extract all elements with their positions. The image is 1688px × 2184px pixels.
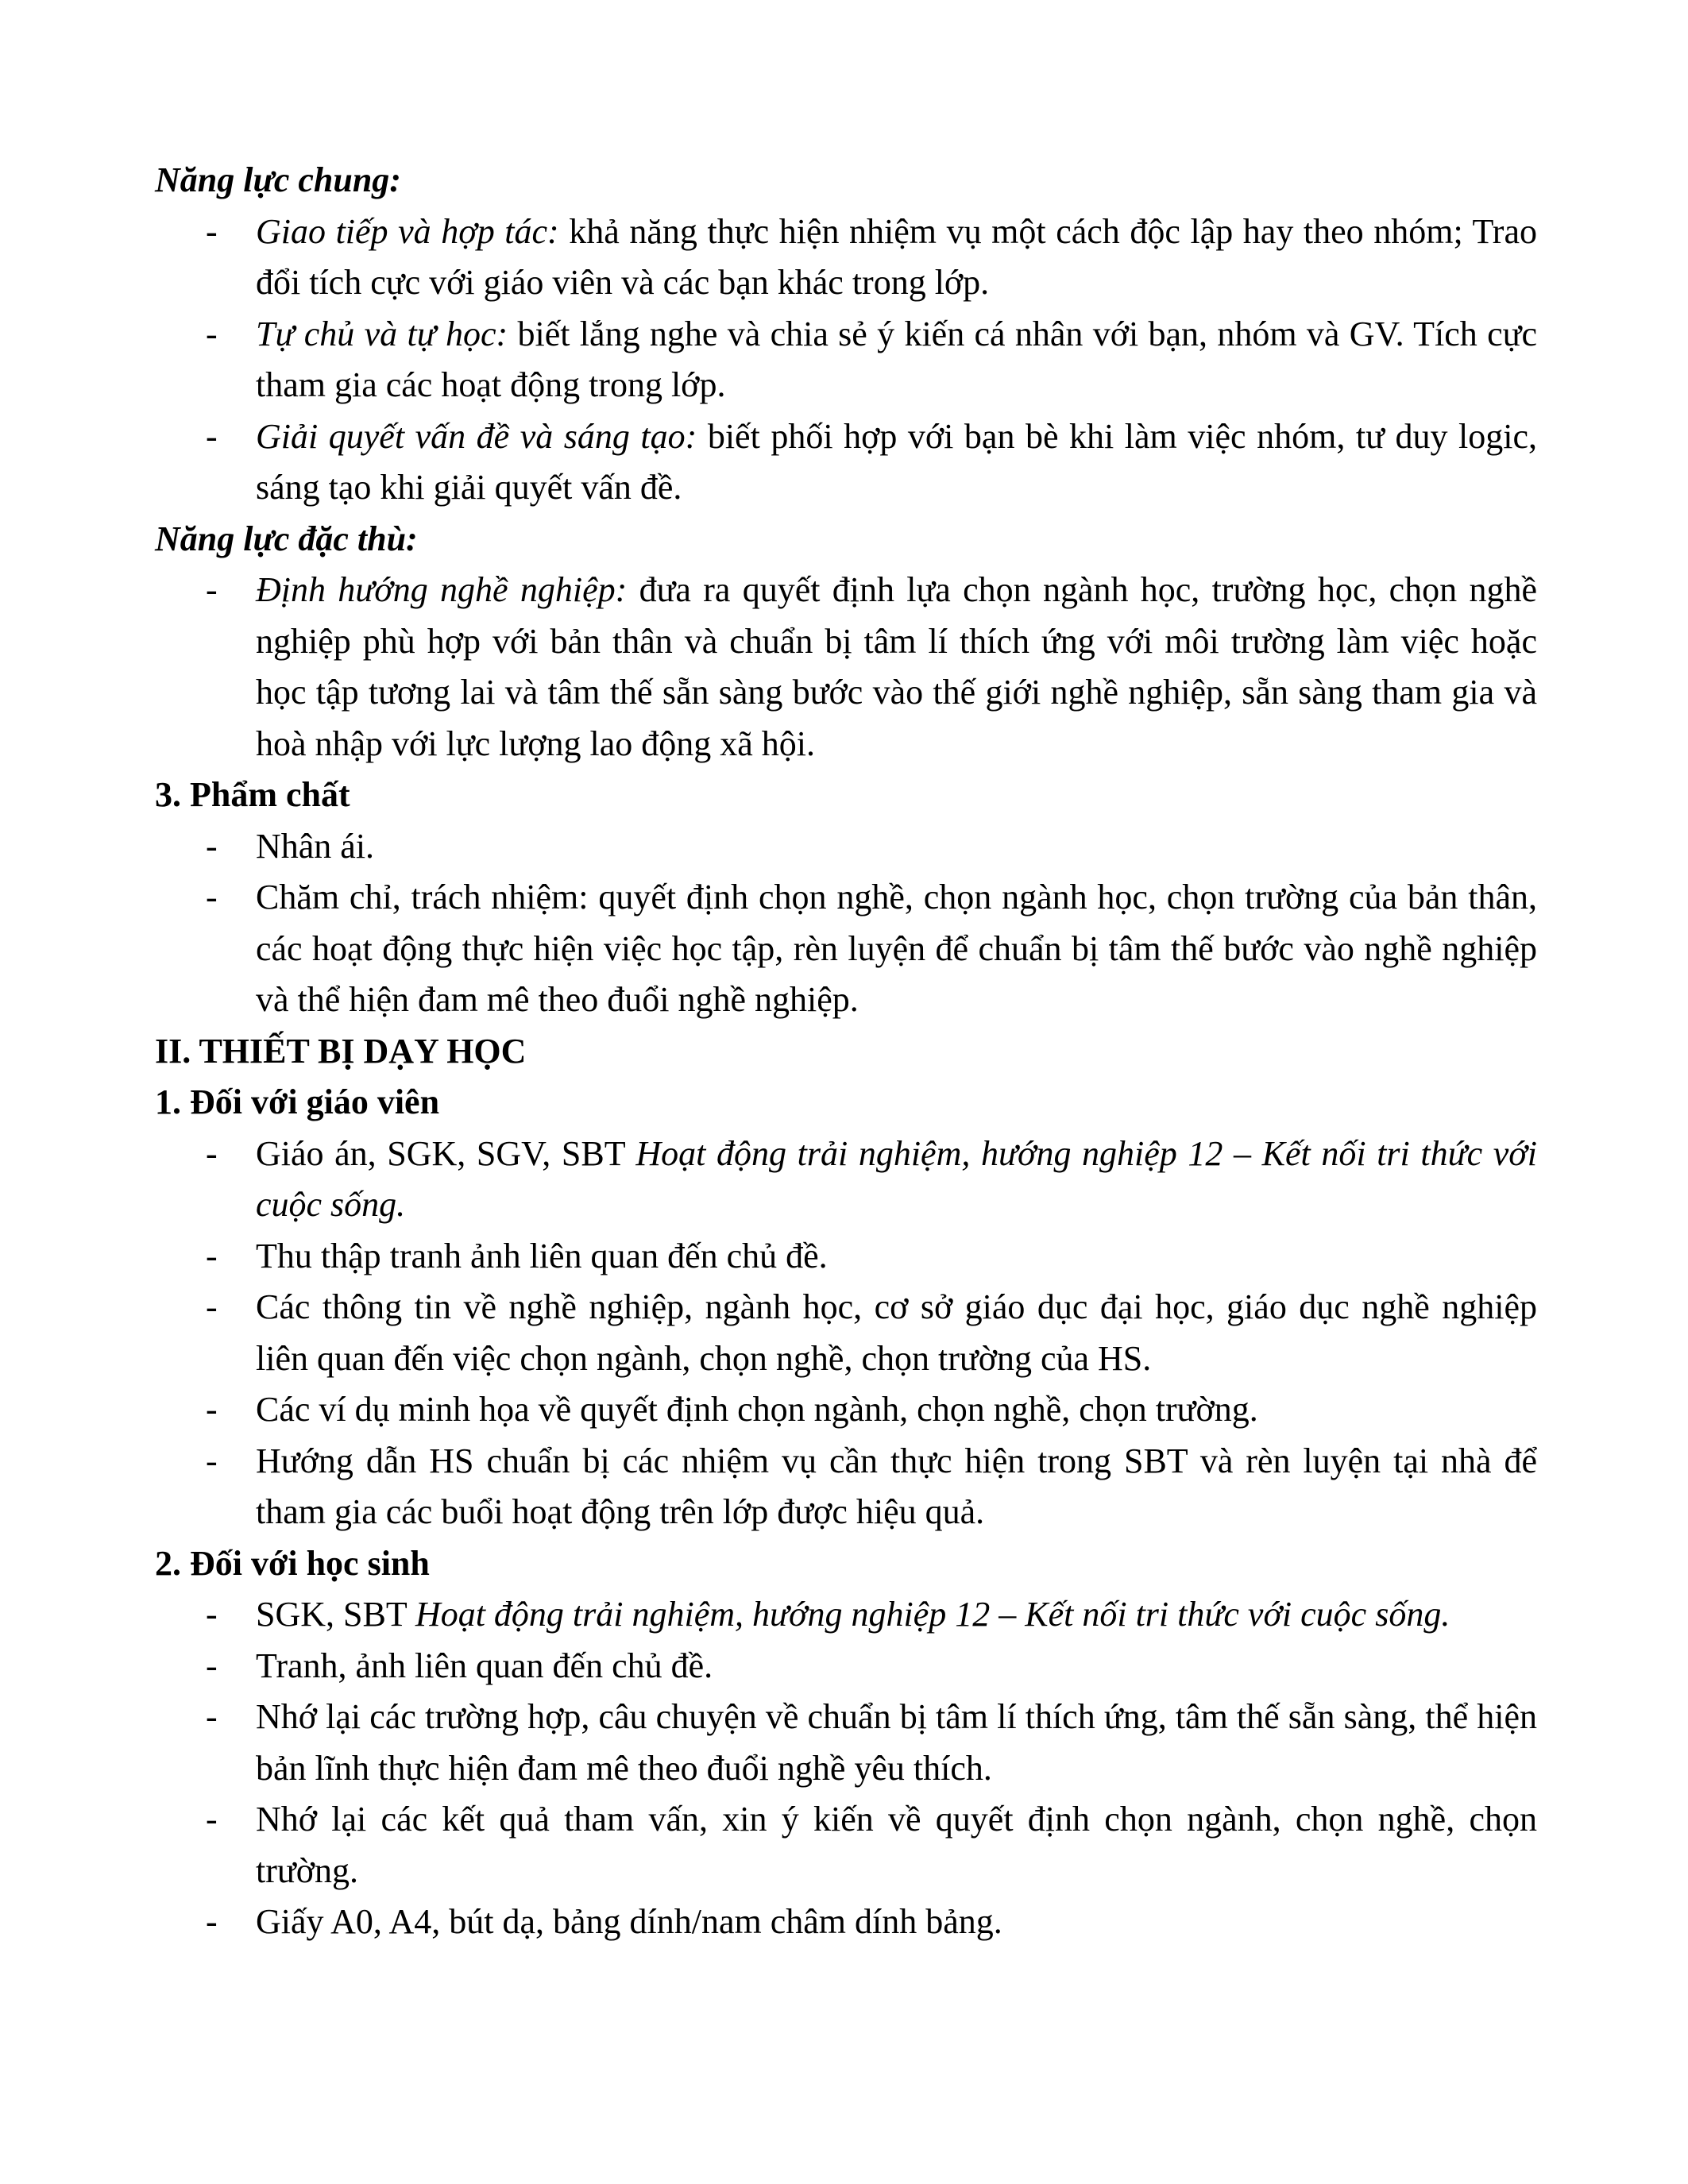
- item-text: Giáo án, SGK, SGV, SBT: [256, 1133, 636, 1173]
- list-item: [155, 1641, 1537, 1692]
- bullet-dash: -: [206, 211, 218, 251]
- list-item: [155, 1897, 1537, 1948]
- list-item: [155, 206, 1537, 309]
- list-item: [155, 565, 1537, 770]
- item-text: Tranh, ảnh liên quan đến chủ đề.: [256, 1646, 713, 1685]
- item-text: Thu thập tranh ảnh liên quan đến chủ đề.: [256, 1236, 828, 1275]
- item-text: Các ví dụ minh họa về quyết định chọn ngành, chọn nghề, chọn trường.: [256, 1390, 1258, 1429]
- bullet-dash: -: [206, 1595, 218, 1634]
- bullet-dash: -: [206, 314, 218, 353]
- list-item: [155, 411, 1537, 514]
- item-label: Giao tiếp và hợp tác:: [256, 211, 559, 251]
- list-item: [155, 1436, 1537, 1538]
- item-text: biết lắng nghe và chia sẻ ý kiến cá nhân với bạn, nhóm và GV. Tích cực tham gia các hoạt động trong lớp.: [256, 314, 1538, 404]
- bullet-dash: -: [206, 1697, 218, 1736]
- item-text: Giấy A0, A4, bút dạ, bảng dính/nam châm dính bảng.: [256, 1902, 1002, 1941]
- list-item: [155, 1692, 1537, 1794]
- bullet-dash: -: [206, 1236, 218, 1275]
- qualities-heading: 3. Phẩm chất: [155, 775, 350, 814]
- item-text: đưa ra quyết định lựa chọn ngành học, trường học, chọn nghề nghiệp phù hợp với bản thân và chuẩn bị tâm lí thích ứng với môi trường làm việc hoặc học tập tương lai và tâm thế sẵn sàng bước vào thế giới nghề nghiệp, sẵn sàng tham gia và hoà nhập với lực lượng lao động xã hội.: [256, 570, 1538, 763]
- bullet-dash: -: [206, 1133, 218, 1173]
- list-item: [155, 1589, 1537, 1641]
- list-item: [155, 309, 1537, 411]
- item-text: SGK, SBT: [256, 1595, 415, 1634]
- general-competence-list: [155, 206, 1537, 514]
- student-list: [155, 1589, 1537, 1948]
- book-title: Hoạt động trải nghiệm, hướng nghiệp 12 – Kết nối tri thức với cuộc sống.: [256, 1133, 1537, 1224]
- item-text: khả năng thực hiện nhiệm vụ một cách độc lập hay theo nhóm; Trao đổi tích cực với giáo viên và các bạn khác trong lớp.: [256, 211, 1537, 302]
- item-text: Các thông tin về nghề nghiệp, ngành học, cơ sở giáo dục đại học, giáo dục nghề nghiệp liên quan đến việc chọn ngành, chọn nghề, chọn trường của HS.: [256, 1287, 1537, 1378]
- list-item: [155, 821, 1537, 873]
- item-text: Nhớ lại các kết quả tham vấn, xin ý kiến về quyết định chọn ngành, chọn nghề, chọn trường.: [256, 1800, 1537, 1890]
- equipment-heading: II. THIẾT BỊ DẠY HỌC: [155, 1031, 527, 1071]
- specific-competence-heading: Năng lực đặc thù:: [155, 519, 418, 558]
- list-item: [155, 1794, 1537, 1897]
- list-item: [155, 1384, 1537, 1436]
- item-text: Hướng dẫn HS chuẩn bị các nhiệm vụ cần thực hiện trong SBT và rèn luyện tại nhà để tham gia các buổi hoạt động trên lớp được hiệu quả.: [256, 1441, 1537, 1531]
- bullet-dash: -: [206, 1902, 218, 1941]
- list-item: [155, 1231, 1537, 1283]
- general-competence-heading: Năng lực chung:: [155, 160, 401, 199]
- bullet-dash: -: [206, 1390, 218, 1429]
- specific-competence-list: [155, 565, 1537, 770]
- book-title: Hoạt động trải nghiệm, hướng nghiệp 12 – Kết nối tri thức với cuộc sống.: [415, 1595, 1450, 1634]
- bullet-dash: -: [206, 416, 218, 456]
- teacher-heading: 1. Đối với giáo viên: [155, 1082, 440, 1121]
- bullet-dash: -: [206, 1800, 218, 1839]
- list-item: [155, 872, 1537, 1026]
- item-label: Giải quyết vấn đề và sáng tạo:: [256, 416, 697, 456]
- teacher-list: [155, 1129, 1537, 1538]
- item-label: Tự chủ và tự học:: [256, 314, 508, 353]
- bullet-dash: -: [206, 878, 218, 916]
- item-label: Định hướng nghề nghiệp:: [256, 570, 628, 609]
- bullet-dash: -: [206, 1441, 218, 1480]
- item-text: Chăm chỉ, trách nhiệm: quyết định chọn nghề, chọn ngành học, chọn trường của bản thân, các hoạt động thực hiện việc học tập, rèn luyện để chuẩn bị tâm thế bước vào nghề nghiệp và thể hiện đam mê theo đuổi nghề nghiệp.: [256, 878, 1537, 1019]
- bullet-dash: -: [206, 570, 218, 609]
- list-item: [155, 1282, 1537, 1384]
- item-text: Nhớ lại các trường hợp, câu chuyện về chuẩn bị tâm lí thích ứng, tâm thế sẵn sàng, thể hiện bản lĩnh thực hiện đam mê theo đuổi nghề yêu thích.: [256, 1697, 1537, 1788]
- bullet-dash: -: [206, 1287, 218, 1326]
- student-heading: 2. Đối với học sinh: [155, 1543, 430, 1583]
- bullet-dash: -: [206, 826, 218, 866]
- qualities-list: [155, 821, 1537, 1026]
- item-text: Nhân ái.: [256, 826, 375, 866]
- list-item: [155, 1129, 1537, 1231]
- item-text: biết phối hợp với bạn bè khi làm việc nhóm, tư duy logic, sáng tạo khi giải quyết vấn đề.: [256, 416, 1537, 507]
- document-page: [155, 155, 1537, 1948]
- bullet-dash: -: [206, 1646, 218, 1685]
